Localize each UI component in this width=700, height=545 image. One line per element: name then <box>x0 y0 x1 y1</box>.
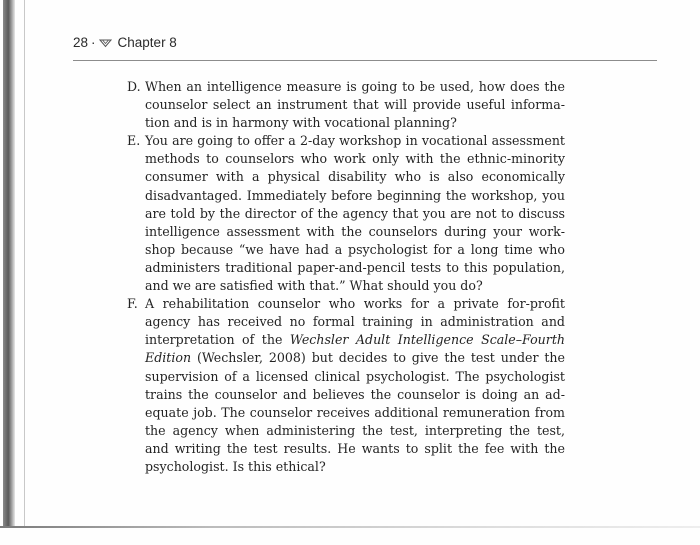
item-marker: F. <box>127 296 138 312</box>
header-dot: · <box>91 35 96 50</box>
page-binding-line <box>24 0 25 528</box>
chapter-title: Chapter 8 <box>117 35 177 50</box>
header-rule <box>73 60 657 61</box>
item-text-before: A rehabilitation counselor who works for a private for-profit agency has received no formal training in administration and interpretation of the <box>145 296 565 348</box>
page-bottom-edge <box>0 526 700 528</box>
running-header <box>73 35 177 50</box>
question-item-d <box>127 78 565 132</box>
question-item-e <box>127 132 565 295</box>
chapter-arrow-icon <box>99 38 112 48</box>
item-text-after: (Wechsler, 2008) but decides to give the test under the supervision of a licensed clinical psychologist. The psychologist trains the counselor and believes the counselor is doing an adequate job. The counselor receives additional remuneration from the agency when administering the test, interpreting the test, and writing the test results. He wants to split the fee with the psychologist. Is this ethical? <box>145 350 565 474</box>
question-item-f <box>127 295 565 476</box>
page-number: 28 <box>73 35 89 50</box>
page-binding-shadow <box>3 0 15 528</box>
test-title-italic: Wechsler Adult Intelligence Scale–Fourth Edition <box>145 332 565 366</box>
item-text: When an intelligence measure is going to be used, how does the counselor select an instrument that will provide useful information and is in harmony with vocational planning? <box>145 79 565 131</box>
item-marker: E. <box>127 133 141 149</box>
question-list <box>127 78 565 476</box>
item-marker: D. <box>127 79 141 94</box>
item-text: You are going to offer a 2-day workshop in vocational assessment methods to counselors who work only with the ethnic-minority consumer with a physical disability who is also economically disadvantaged. Immediately before beginning the workshop, you are told by the director of the agency that you are not to discuss intelligence assessment with the counselors during your workshop because “we have had a psychologist for a long time who administers traditional paper-and-pencil tests to this population, and we are satisfied with that.” What should you do? <box>145 133 565 294</box>
